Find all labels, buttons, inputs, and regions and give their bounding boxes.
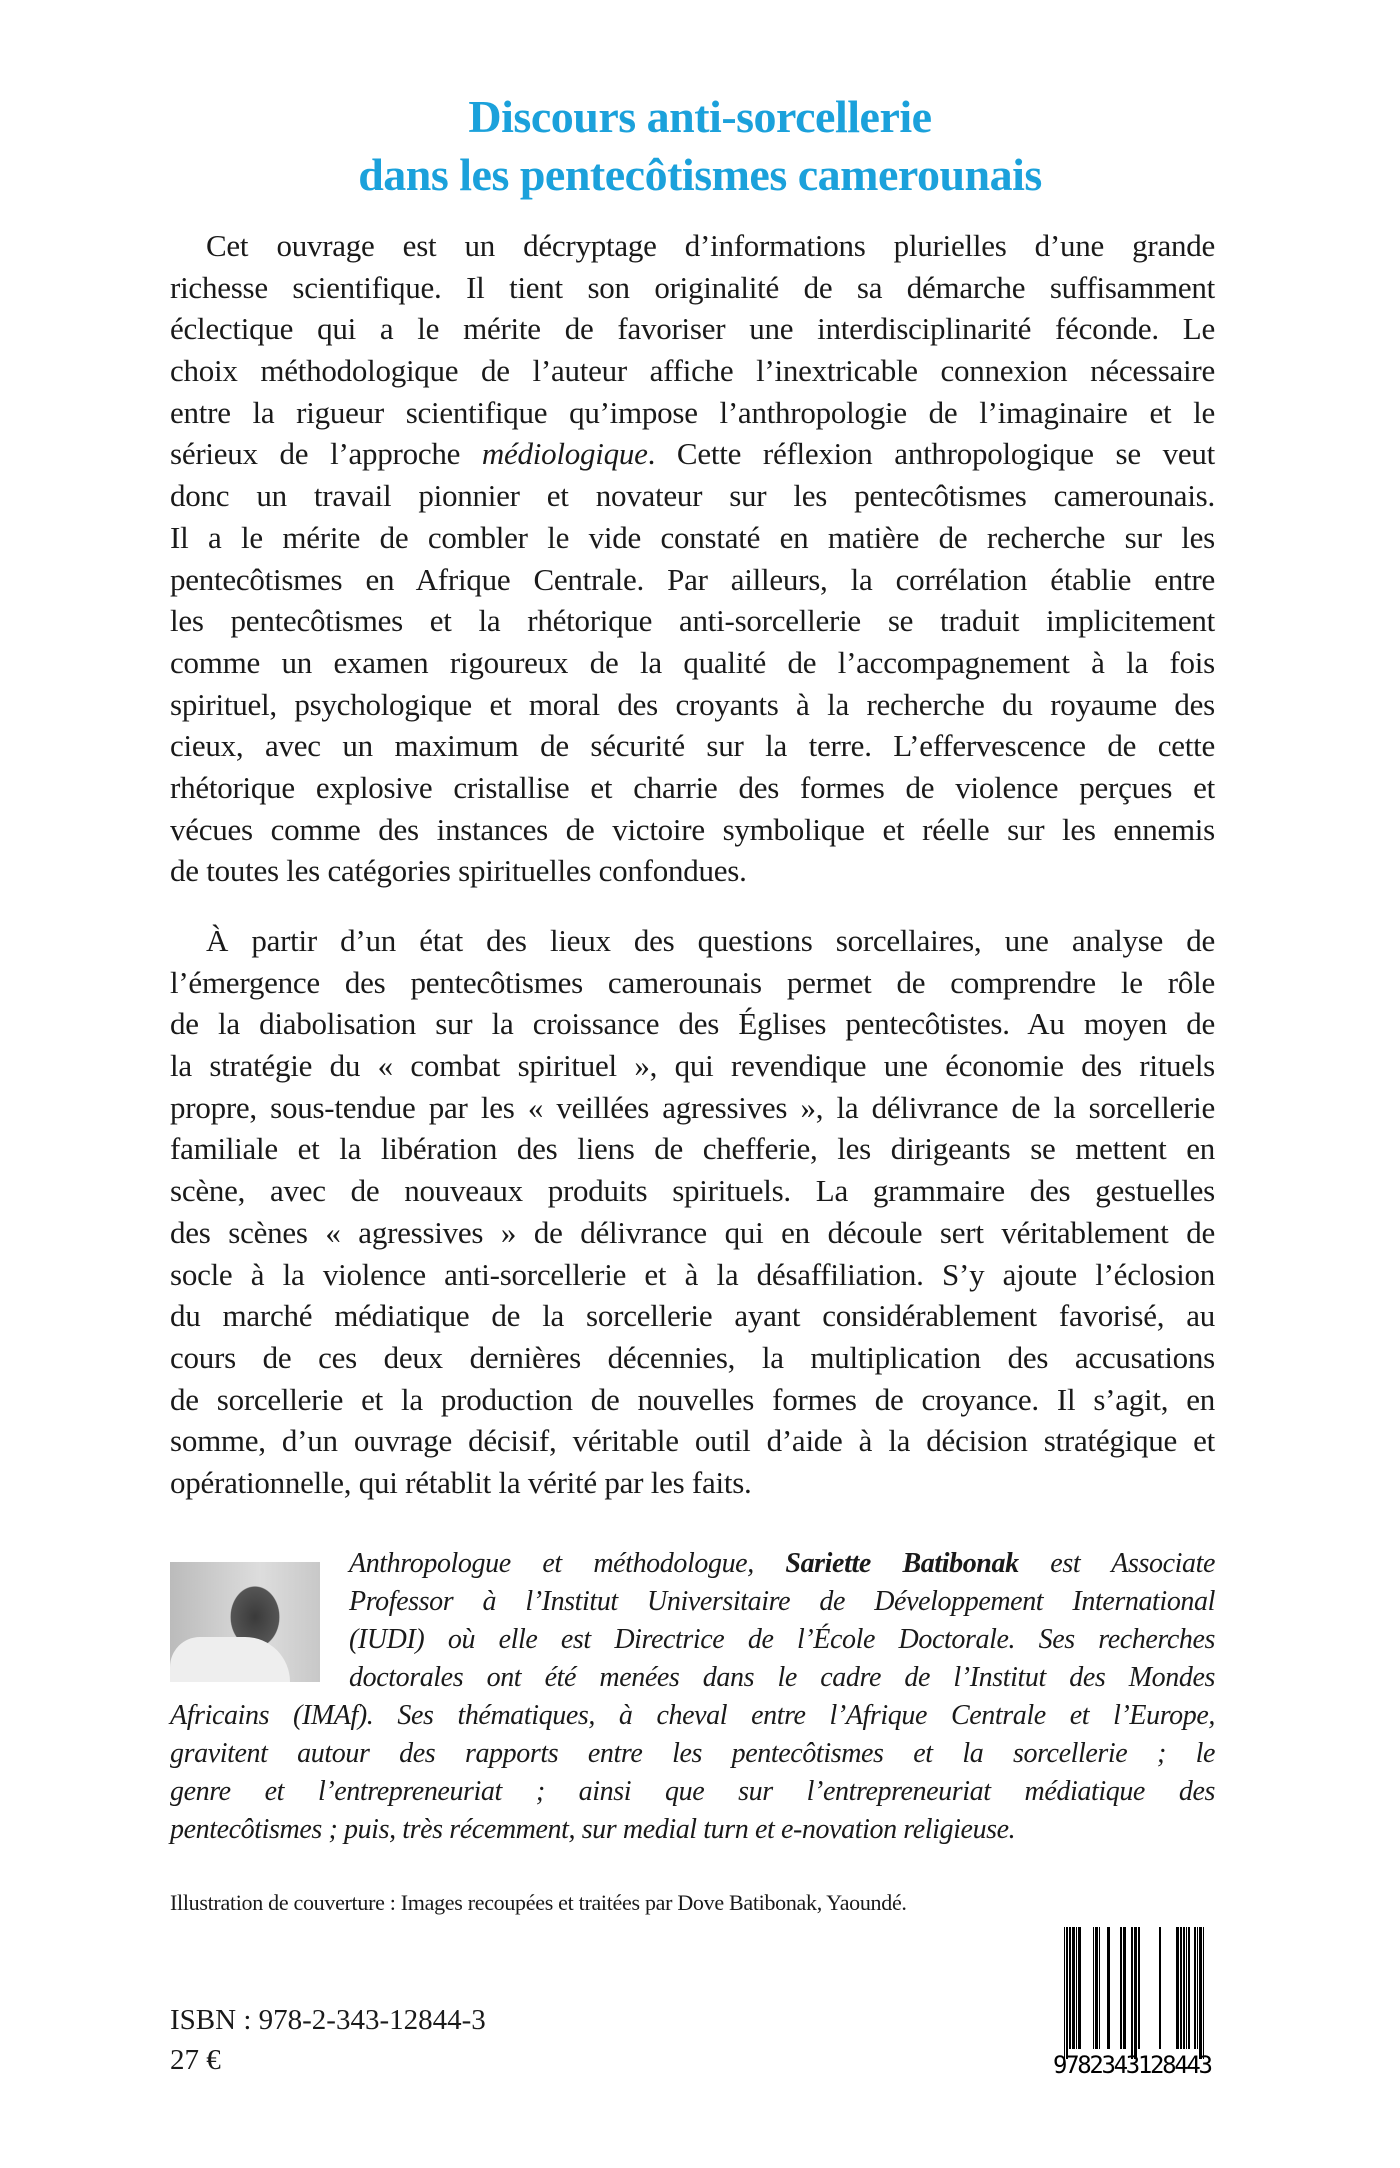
text-line: choix méthodologique de l’auteur affiche l’inextricable connexion nécessaire	[170, 353, 1215, 389]
text-line: propre, sous-tendue par les « veillées agressives », la délivrance de la sorcellerie	[170, 1089, 1215, 1125]
summary-paragraph-1	[170, 225, 1215, 892]
text-line	[349, 1545, 1215, 1583]
italic-term: médiologique	[481, 436, 648, 472]
text-line: les pentecôtismes et la rhétorique anti-sorcellerie se traduit implicitement	[170, 603, 1215, 639]
text-line: scène, avec de nouveaux produits spirituels. La grammaire des gestuelles	[170, 1173, 1215, 1209]
barcode-bar	[1099, 1927, 1100, 2049]
text-segment: Anthropologue et méthodologue,	[349, 1548, 786, 1579]
barcode-bar	[1188, 1927, 1190, 2049]
isbn-block	[170, 2000, 486, 2080]
barcode-bar	[1078, 1927, 1081, 2049]
text-line: Cet ouvrage est un décryptage d’informations plurielles d’une grande	[206, 228, 1215, 263]
text-line: cours de ces deux dernières décennies, la multiplication des accusations	[170, 1339, 1215, 1375]
text-line: spirituel, psychologique et moral des croyants à la recherche du royaume des	[170, 686, 1215, 722]
barcode-bar	[1123, 1927, 1126, 2049]
barcode-bar	[1072, 1927, 1075, 2049]
title-line-1: Discours anti-sorcellerie	[468, 91, 932, 142]
barcode-bar	[1066, 1927, 1068, 2059]
text-line: pentecôtismes ; puis, très récemment, sur medial turn et e-novation religieuse.	[170, 1814, 1016, 1845]
barcode-bar	[1176, 1927, 1179, 2049]
text-line: familiale et la libération des liens de chefferie, les dirigeants se mettent en	[170, 1131, 1215, 1167]
barcode-bar	[1095, 1927, 1098, 2049]
barcode-bar	[1159, 1927, 1161, 2049]
text-line: opérationnelle, qui rétablit la vérité par les faits.	[170, 1464, 752, 1500]
text-line: du marché médiatique de la sorcellerie ayant considérablement favorisé, au	[170, 1298, 1215, 1334]
text-line: éclectique qui a le mérite de favoriser une interdisciplinarité féconde. Le	[170, 311, 1215, 347]
barcode-bar	[1107, 1927, 1110, 2049]
text-line: Il a le mérite de combler le vide constaté en matière de recherche sur les	[170, 519, 1215, 555]
text-line: Africains (IMAf). Ses thématiques, à cheval entre l’Afrique Centrale et l’Europe,	[170, 1700, 1215, 1731]
text-line: de toutes les catégories spirituelles confondues.	[170, 853, 747, 889]
barcode-bar	[1180, 1927, 1182, 2049]
text-line: pentecôtismes en Afrique Centrale. Par ailleurs, la corrélation établie entre	[170, 561, 1215, 597]
barcode-bar	[1131, 1927, 1133, 2059]
text-line: Professor à l’Institut Universitaire de Développement International	[349, 1586, 1215, 1617]
text-line: entre la rigueur scientifique qu’impose l’anthropologie de l’imaginaire et le	[170, 394, 1215, 430]
text-line: richesse scientifique. Il tient son originalité de sa démarche suffisamment	[170, 269, 1215, 305]
barcode-digits: 9782343128443	[1053, 2051, 1213, 2077]
text-line: socle à la violence anti-sorcellerie et à la désaffiliation. S’y ajoute l’éclosion	[170, 1256, 1215, 1292]
barcode-bar	[1183, 1927, 1185, 2049]
text-line: À partir d’un état des lieux des questions sorcellaires, une analyse de	[206, 923, 1215, 958]
text-line: somme, d’un ouvrage décisif, véritable outil d’aide à la décision stratégique et	[170, 1423, 1215, 1459]
barcode-bar	[1093, 1927, 1094, 2049]
text-line: gravitent autour des rapports entre les pentecôtismes et la sorcellerie ; le	[170, 1738, 1215, 1769]
text-segment: sérieux de l’approche	[170, 436, 482, 472]
text-line: cieux, avec un maximum de sécurité sur la terre. L’effervescence de cette	[170, 728, 1215, 764]
isbn: ISBN : 978-2-343-12844-3	[170, 2004, 486, 2036]
text-line: des scènes « agressives » de délivrance qui en découle sert véritablement de	[170, 1214, 1215, 1250]
text-segment: . Cette réflexion anthropologique se veut	[647, 436, 1215, 472]
cover-credit: Illustration de couverture : Images recoupées et traitées par Dove Batibonak, Yaoundé.	[170, 1890, 907, 1915]
barcode-bar	[1134, 1927, 1137, 2059]
barcode-bar	[1199, 1927, 1202, 2059]
summary-paragraph-2	[170, 920, 1215, 1504]
barcode-bar	[1069, 1927, 1071, 2049]
book-title	[0, 88, 1400, 204]
text-line: doctorales ont été menées dans le cadre de l’Institut des Mondes	[349, 1662, 1215, 1693]
barcode-bar	[1203, 1927, 1204, 2059]
text-line: comme un examen rigoureux de la qualité de l’accompagnement à la fois	[170, 644, 1215, 680]
text-line: genre et l’entrepreneuriat ; ainsi que sur l’entrepreneuriat médiatique des	[170, 1776, 1215, 1807]
barcode-bar	[1186, 1927, 1187, 2049]
text-line: de sorcellerie et la production de nouvelles formes de croyance. Il s’agit, en	[170, 1381, 1215, 1417]
barcode-bar	[1194, 1927, 1196, 2049]
text-line: vécues comme des instances de victoire symbolique et réelle sur les ennemis	[170, 811, 1215, 847]
barcode-bar	[1076, 1927, 1077, 2049]
barcode	[1050, 1927, 1216, 2077]
text-line: de la diabolisation sur la croissance des Églises pentecôtistes. Au moyen de	[170, 1006, 1215, 1042]
text-line: (IUDI) où elle est Directrice de l’École Doctorale. Ses recherches	[349, 1624, 1215, 1655]
barcode-bar	[1064, 1927, 1065, 2059]
text-line	[170, 433, 1215, 475]
text-line: l’émergence des pentecôtismes camerounais permet de comprendre le rôle	[170, 964, 1215, 1000]
text-line: la stratégie du « combat spirituel », qui revendique une économie des rituels	[170, 1048, 1215, 1084]
text-segment: est Associate	[1018, 1548, 1216, 1579]
text-line: rhétorique explosive cristallise et charrie des formes de violence perçues et	[170, 769, 1215, 805]
barcode-bar	[1197, 1927, 1198, 2049]
title-line-2: dans les pentecôtismes camerounais	[358, 149, 1042, 200]
price: 27 €	[170, 2044, 221, 2076]
text-line: donc un travail pionnier et novateur sur les pentecôtismes camerounais.	[170, 478, 1215, 514]
author-bio	[170, 1545, 1215, 1849]
barcode-bar	[1120, 1927, 1122, 2049]
author-name: Sariette Batibonak	[785, 1548, 1019, 1579]
barcode-bar	[1138, 1927, 1140, 2049]
